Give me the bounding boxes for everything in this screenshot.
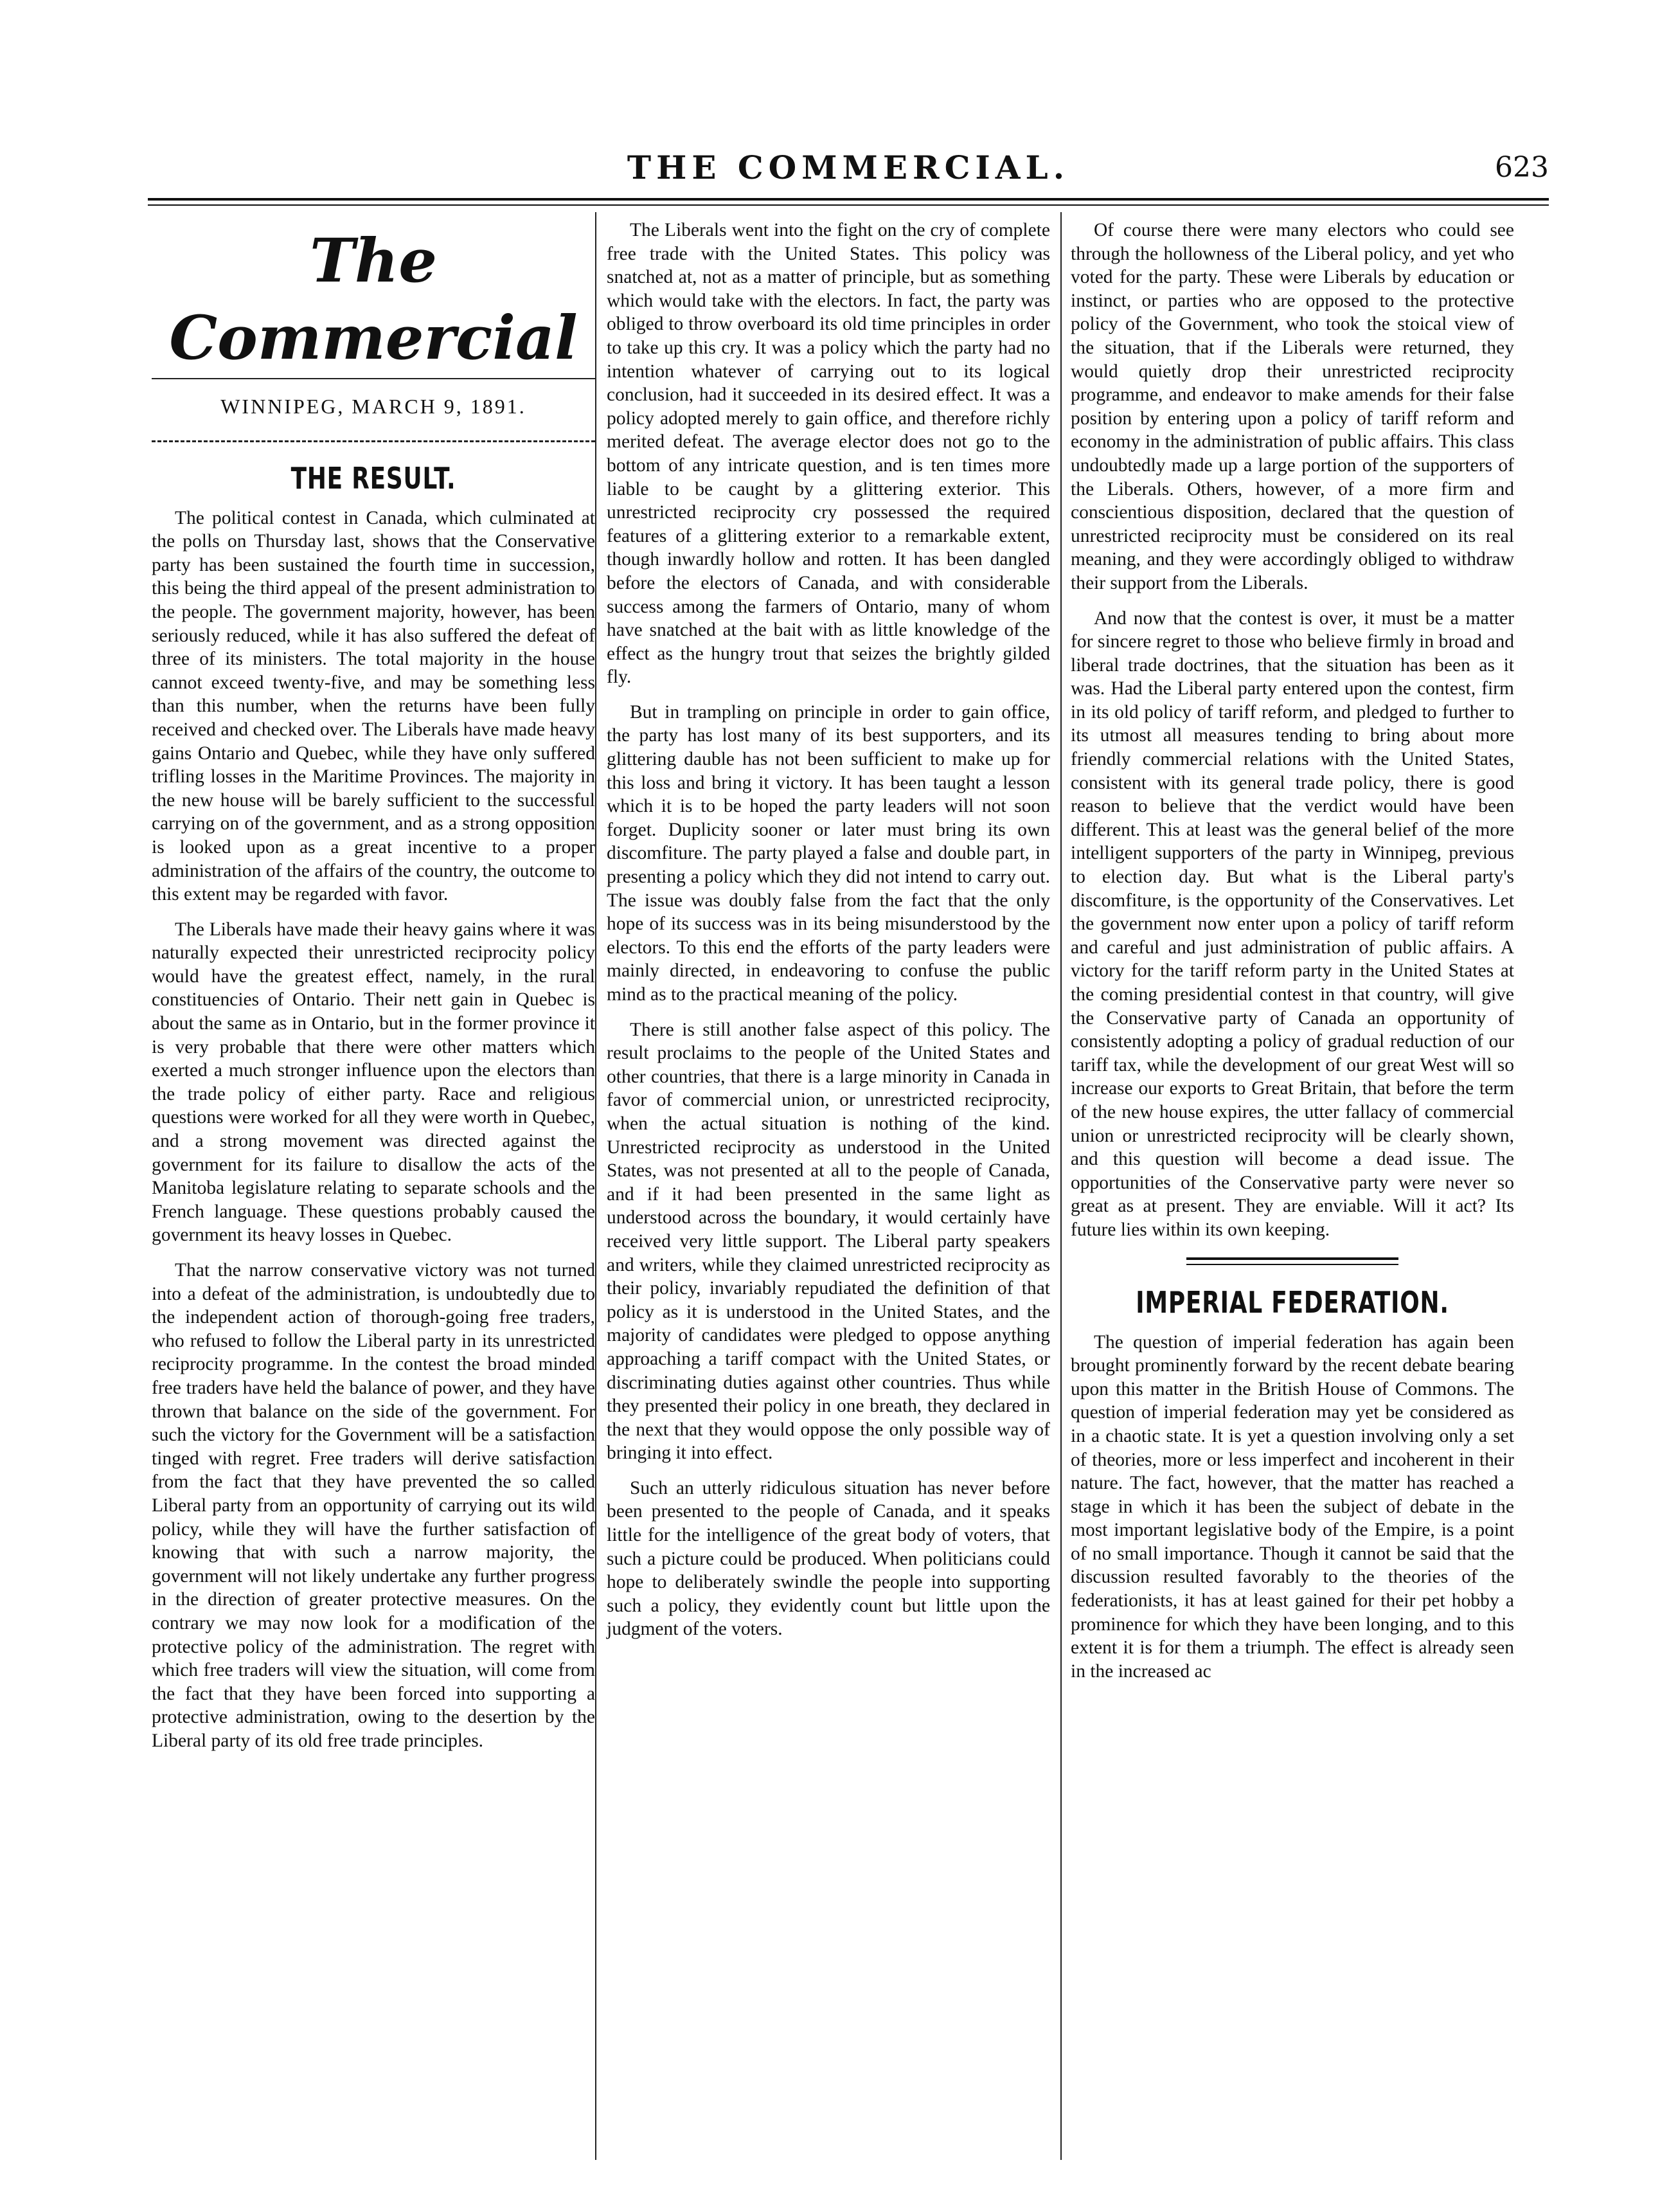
article-paragraph: The political contest in Canada, which culminated at the polls on Thursday last, shows that the Conservative party has been sustained the fourth time in succession, this being the third appeal of the present administration to the people. The government majority, however, has been seriously reduced, while it has also suffered the defeat of three of its ministers. The total majority in the house cannot exceed twenty-five, and may be something less than this number, when the returns have been fully received and checked over. The Liberals have made heavy gains Ontario and Quebec, while they have only suffered trifling losses in the Maritime Provinces. The majority in the new house will be barely sufficient to the successful carrying on of the government, and as a strong opposition is looked upon as a great incentive to a proper administration of the affairs of the country, the outcome to this extent may be regarded with favor. [152, 507, 595, 905]
column-1 [152, 219, 595, 1764]
article-paragraph: There is still another false aspect of this policy. The result proclaims to the people of the United States and other countries, that there is a large minority in Canada in favor of commercial union, or unrestricted reciprocity, when the actual situation is nothing of the kind. Unrestricted reciprocity as understood in the United States, was not presented at all to the people of Canada, and if it had been presented in the same light as understood across the boundary, it would certainly have received very little support. The Liberal party speakers and writers, while they claimed unrestricted reciprocity as their policy, invariably repudiated the definition of that policy as it is understood in the United States, and the majority of candidates were pledged to oppose anything approaching a tariff compact with the United States, or discriminating duties against other countries. Thus while they presented their policy in one breath, they declared in the next that they would oppose the only possible way of bringing it into effect. [607, 1019, 1050, 1464]
article-headline: THE RESULT. [290, 460, 456, 496]
article-paragraph: Such an utterly ridiculous situation has never before been presented to the people of Canada, and it speaks little for the intelligence of the great body of voters, that such a picture could be produced. When politicians could hope to deliberately swindle the people into supporting such a policy, they evidently count but little upon the judgment of the voters. [607, 1477, 1050, 1640]
masthead-rule [152, 378, 595, 379]
article-paragraph: But in trampling on principle in order to gain office, the party has lost many of its best supporters, and its glittering dauble has not been sufficient to make up for this loss and bring it victory. It has been taught a lesson which it is to be hoped the party leaders will not soon forget. Duplicity sooner or later must bring its own discomfiture. The party played a false and double part, in presenting a policy which they did not intend to carry out. The issue was doubly false from the fact that the only hope of its success was in its being misunderstood by the electors. To this end the efforts of the party leaders were mainly directed, in endeavoring to confuse the public mind as to the practical meaning of the policy. [607, 701, 1050, 1005]
article-paragraph: The Liberals went into the fight on the cry of complete free trade with the United States. This policy was snatched at, not as a matter of principle, but as something which would take with the electors. In fact, the party was obliged to throw overboard its old time principles in order to take up this cry. It was a policy which the party had no intention whatever of carrying out to its logical conclusion, had it succeeded in its desired effect. It was a policy adopted merely to gain office, and therefore richly merited defeat. The average elector does not go to the bottom of any intricate question, and is ten times more liable to be caught by a glittering exterior. This unrestricted reciprocity cry possessed the required features of a glittering exterior to a remarkable extent, though inwardly hollow and rotten. It has been dangled before the electors of Canada, and with considerable success among the farmers of Ontario, many of whom have snatched at the bait with as little knowledge of the effect as the hungry trout that seizes the brightly gilded fly. [607, 220, 1050, 688]
article-paragraph: That the narrow conservative victory was not turned into a defeat of the administration, is undoubtedly due to the independent action of thorough-going free traders, who refused to follow the Liberal party in its unrestricted reciprocity programme. In the contest the broad minded free traders have held the balance of power, and they have thrown that balance on the side of the government. For such the victory for the Government will be a satisfaction tinged with regret. Free traders will derive satisfaction from the fact that they have prevented the so called Liberal party from an opportunity of carrying out its wild policy, while they will have the further satisfaction of knowing that with such a narrow majority, the government will not likely undertake any further progress in the direction of greater protective measures. On the contrary we may now look for a modification of the protective policy of the administration. The regret with which free traders will view the situation, will come from the fact that they have been forced into supporting a protective administration, owing to the desertion by the Liberal party of its old free trade principles. [152, 1260, 595, 1751]
article-headline: IMPERIAL FEDERATION. [1136, 1284, 1449, 1320]
article-paragraph: And now that the contest is over, it must be a matter for sincere regret to those who believe firmly in broad and liberal trade doctrines, that the situation has been as it was. Had the Liberal party entered upon the contest, firm in its old policy of tariff reform, and pledged to further to its utmost all measures tending to bring about more friendly commercial relations with the United States, consistent with its general trade policy, there is good reason to believe that the verdict would have been different. This at least was the general belief of the more intelligent supporters of the party in Winnipeg, previous to election day. But what is the Liberal party's discomfiture, is the opportunity of the Conservatives. Let the government now enter upon a policy of tariff reform and careful and just administration of public affairs. A victory for the tariff reform party in the United States at the coming presidential contest in that country, will give the Conservative party of Canada an opportunity of consistently adopting a policy of gradual reduction of our tariff tax, while the development of our great West will so increase our exports to Great Britain, that before the term of the new house expires, the utter fallacy of commercial union or unrestricted reciprocity will be clearly shown, and this question will become a dead issue. The opportunities of the Conservative party were never so great as at present. They are enviable. Will it act? Its future lies within its own keeping. [1071, 607, 1514, 1240]
column-2 [607, 219, 1050, 1653]
column-divider [595, 212, 596, 2160]
running-title: THE COMMERCIAL. [627, 148, 1070, 186]
section-divider [1186, 1257, 1398, 1260]
column-3 [1071, 219, 1514, 1695]
masthead-name: The Commercial [169, 226, 578, 373]
column-divider [1060, 212, 1062, 2160]
header-rule-thin [148, 204, 1549, 206]
running-head [148, 145, 1549, 196]
article-paragraph: The Liberals have made their heavy gains where it was naturally expected their unrestricted reciprocity policy would have the greatest effect, namely, in the rural constituencies of Ontario. Their nett gain in Quebec is about the same as in Ontario, but in the former province it is very probable that there were other matters which exerted a much stronger influence upon the electors than the trade policy of either party. Race and religious questions were worked for all they were worth in Quebec, and a strong movement was directed against the government for its failure to disallow the acts of the Manitoba legislature relating to separate schools and the French language. These questions probably caused the government its heavy losses in Quebec. [152, 919, 595, 1246]
article-paragraph: The question of imperial federation has again been brought prominently forward by the recent debate bearing upon this matter in the British House of Commons. The question of imperial federation may yet be considered as in a chaotic state. It is yet a question involving only a set of theories, more or less imperfect and incoherent in their nature. The fact, however, that the matter has reached a stage in which it has been the subject of debate in the most important legislative body of the Empire, is a point of no small importance. Though it cannot be said that the discussion resulted favorably to the theories of the federationists, it has at least gained for their pet hobby a prominence for which they have been longing, and to this extent it is for them a triumph. The effect is already seen in the increased ac [1071, 1331, 1514, 1682]
header-rule [148, 198, 1549, 201]
section-divider-thin [1186, 1264, 1398, 1265]
page-number: 623 [1495, 151, 1549, 184]
dateline: WINNIPEG, MARCH 9, 1891. [220, 395, 526, 418]
dateline-rule [152, 440, 595, 442]
article-paragraph: Of course there were many electors who could see through the hollowness of the Liberal policy, and yet who voted for the party. These were Liberals by education or instinct, or parties who are opposed to the protective policy of the Government, who took the stoical view of the situation, that if the Liberals were returned, they would quietly drop their unrestricted reciprocity programme, and endeavor to make amends for their false position by entering upon a policy of tariff reform and economy in the administration of public affairs. This class undoubtedly made up a large portion of the supporters of the Liberals. Others, however, of a more firm and conscientious disposition, declared that the question of unrestricted reciprocity must be considered on its real meaning, and they were accordingly obliged to withdraw their support from the Liberals. [1071, 220, 1514, 593]
